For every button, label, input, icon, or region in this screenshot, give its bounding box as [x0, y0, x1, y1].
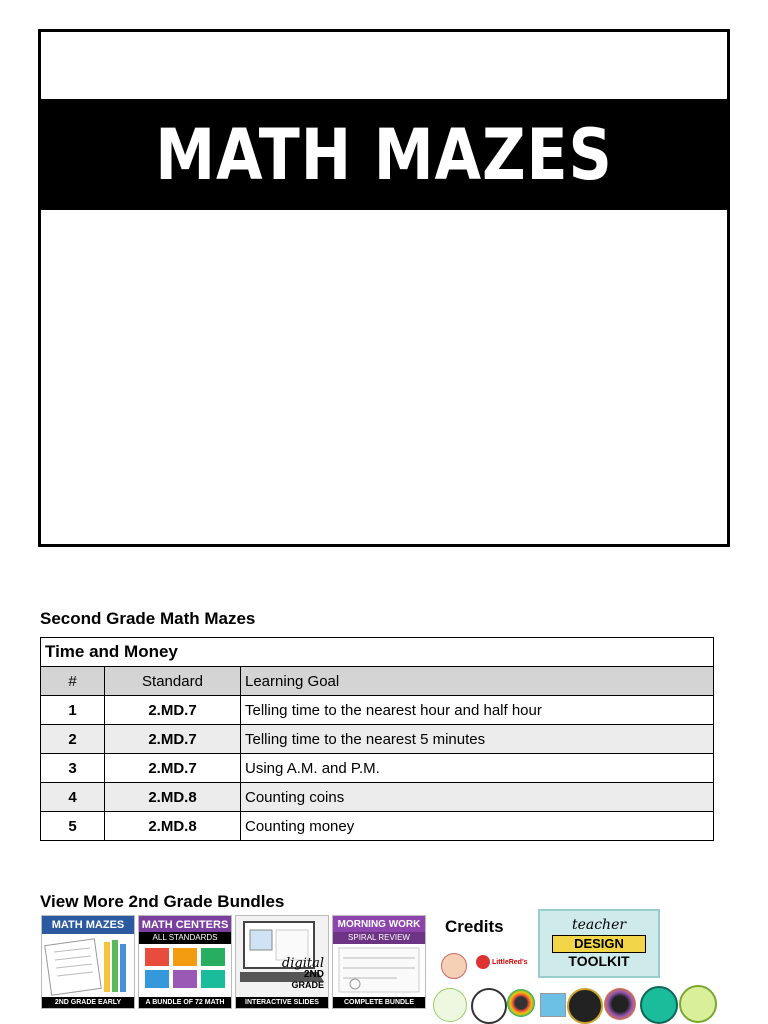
table-row [41, 725, 714, 754]
whimsy-clips-logo [433, 988, 467, 1022]
bundle-footer: 2ND GRADE EARLY FINISHERS [42, 997, 134, 1008]
bundle-title: MATH MAZES [42, 916, 134, 934]
girl-logo [640, 986, 678, 1024]
cover-page [38, 29, 730, 547]
row-standard: 2.MD.8 [105, 812, 241, 841]
row-number: 2 [41, 725, 105, 754]
bundle-footer: COMPLETE BUNDLE [333, 997, 425, 1008]
row-number: 3 [41, 754, 105, 783]
row-standard: 2.MD.8 [105, 783, 241, 812]
bundle-title: MATH CENTERS [139, 916, 231, 934]
table-topic-row [41, 638, 714, 667]
header-learning-goal: Learning Goal [241, 667, 714, 696]
header-number: # [41, 667, 105, 696]
title-banner [41, 99, 727, 210]
table-row [41, 696, 714, 725]
table-row [41, 783, 714, 812]
row-goal: Using A.M. and P.M. [241, 754, 714, 783]
table-header-row [41, 667, 714, 696]
color-wheel-logo [507, 989, 535, 1017]
bundle-footer: A BUNDLE OF 72 MATH GAMES [139, 997, 231, 1008]
bundle-title: MORNING WORK [333, 916, 425, 934]
bundle-subtitle: ALL STANDARDS [139, 932, 231, 944]
bundle-preview-image [337, 946, 421, 994]
swirl-logo [604, 988, 636, 1020]
girl-face-logo [441, 953, 467, 979]
credits-title: Credits [445, 917, 504, 936]
row-goal: Counting coins [241, 783, 714, 812]
row-number: 1 [41, 696, 105, 725]
little-red-logo-text: LittleRed's [492, 959, 528, 966]
row-number: 5 [41, 812, 105, 841]
row-standard: 2.MD.7 [105, 754, 241, 783]
row-goal: Telling time to the nearest hour and half hour [241, 696, 714, 725]
bundle-preview-image [143, 946, 227, 994]
header-standard: Standard [105, 667, 241, 696]
table-row [41, 812, 714, 841]
bundle-math-centers[interactable] [138, 915, 232, 1017]
digital-label: digital 2ND GRADE [281, 956, 324, 990]
bundle-digital[interactable] [235, 915, 329, 1009]
learning-goals-table [40, 637, 714, 841]
teacher-design-toolkit-logo: teacher DESIGN TOOLKIT [538, 909, 660, 978]
fl-logo [471, 988, 507, 1024]
kb-logo [567, 988, 603, 1024]
rainbow-logo [540, 993, 566, 1017]
bundles-title: View More 2nd Grade Bundles [40, 892, 285, 911]
table-topic: Time and Money [41, 638, 714, 667]
row-goal: Counting money [241, 812, 714, 841]
extras-logo [679, 985, 717, 1023]
bundle-footer: INTERACTIVE SLIDES [236, 997, 328, 1008]
bundle-math-mazes[interactable] [41, 915, 135, 1017]
cover-title: MATH MAZES [155, 113, 613, 196]
row-standard: 2.MD.7 [105, 725, 241, 754]
bundle-morning-work[interactable] [332, 915, 426, 1009]
row-goal: Telling time to the nearest 5 minutes [241, 725, 714, 754]
bundle-subtitle: SPIRAL REVIEW [333, 932, 425, 944]
table-row [41, 754, 714, 783]
row-number: 4 [41, 783, 105, 812]
bundle-preview-image [46, 938, 130, 994]
little-red-logo [476, 955, 490, 969]
row-standard: 2.MD.7 [105, 696, 241, 725]
section-title: Second Grade Math Mazes [40, 609, 256, 628]
